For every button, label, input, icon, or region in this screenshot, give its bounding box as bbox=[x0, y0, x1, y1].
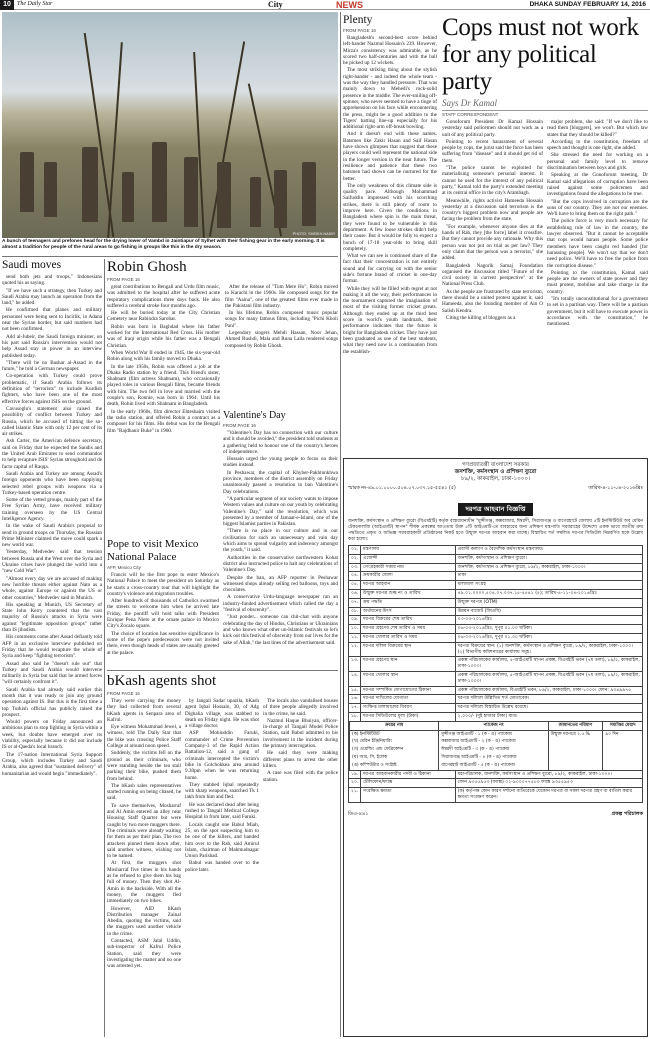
row-label: দরপত্র দাখিলের যোগ্যতা bbox=[360, 695, 455, 703]
row-value: ফোন ৯৩৫৫৯৫৩ (ফ্যাক্স) ০২-৯০০০৭৭৫৮০ ফ্যাক্স ৯৩৫৫৯৫৩ bbox=[455, 779, 642, 787]
row-label: এজেন্সী bbox=[360, 555, 455, 563]
tender-agency-line: জনশক্তি, কর্মসংস্থান ও প্রশিক্ষণ ব্যুরো bbox=[454, 469, 537, 475]
paragraph: Despite the ban, an AFP reporter in Peshawar witnessed shops already selling red balloons, toys and chocolates. bbox=[223, 574, 338, 594]
paragraph: Yesterday, Medvedev said that tension between Russia and the West over the Syria and Ukraine crises have plunged the world into a "new Cold War". bbox=[2, 549, 102, 575]
paragraph: "Just ponder... someone can chit-chat with anyone celebrating the day of Hindus, Christians or Ukrainians and who knows what other un-Islamic festivals so let's kick out this festival of obscenity from our lives for the sake of Allah," the last lines of the advertisement said. bbox=[223, 614, 338, 646]
tender-signature: প্রকল্প পরিচালক bbox=[611, 810, 643, 817]
paragraph: Bangladesh's second-best score behind left-hander Nazmul Hossain's 239. However, Mirza's consistency was admirable, as he scored two half-centuries and with the ball he picked up 12 wickets. bbox=[343, 35, 437, 67]
paragraph: "There is no place in our culture and in our civilisation for such an unnecessary and vain day which aims to spread vulgarity and indecency amongst the youth," it said. bbox=[223, 528, 338, 554]
table-row bbox=[348, 581, 643, 590]
paragraph: Would powers on Friday announced an ambitious plan to stop fighting in Syria within a week, but doubts have emerged over its viability, especially because it did not include IS or al-Qaeda's local branch. bbox=[2, 719, 102, 751]
article-saudi-moves bbox=[2, 259, 102, 1037]
paragraph: Cavusoglu's statement also raised the possibility of conflict between Turkey and Russia, which he accused of hitting the so-called Islamic State with only 12 per cent of its air strikes. bbox=[2, 405, 102, 438]
table-row bbox=[348, 788, 643, 803]
paragraph: Nazmul Haque Bhuiyan, officer-in-charge of Tangail Model Police Station, said Babul admitted to his involvement in the incident during the primary interrogation. bbox=[263, 717, 338, 750]
table-cell: কক্সবাজার আইএমটি - ২ (ক - ঙ) প্যাকেজ bbox=[438, 738, 547, 746]
headline-valentines-day: Valentine's Day bbox=[223, 410, 286, 421]
row-number: ১৮. bbox=[348, 713, 360, 721]
table-row bbox=[348, 608, 643, 617]
table-row bbox=[349, 754, 642, 762]
paragraph: He will be buried today at the City Christian Cemetery near Rabindra Sarobar. bbox=[107, 310, 220, 323]
row-number: ০৪. bbox=[348, 572, 360, 580]
paragraph: While they will be filled with regret at not making it all the way, their performances in the tournament captured the imagination of most of the visiting former cricket greats. Although they ended up at the third best score in world's youth landmark, their performance indicates that the future is bright for Bangladesh cricket. They have just been graduated as one of the best students, what they need now is a continuation from the establish- bbox=[343, 285, 437, 355]
row-number: ১২. bbox=[348, 643, 360, 657]
paragraph: When World War II ended in 1945, the six-year-old Robin along with his family moved to Dhaka. bbox=[107, 349, 220, 363]
paragraph: They were carrying the money they had collected from several bKash agents in Senpara area of Kafrul. bbox=[107, 698, 181, 723]
row-value: ৪৯.০১.০০০০.৫০৪.০৭.০৩৭.১৫-৫৫৪১ (৫); তারিখ-৪-১১-০৪-২০১৬খ্রিঃ bbox=[455, 590, 642, 598]
table-cell bbox=[548, 738, 603, 746]
tender-table bbox=[348, 545, 643, 722]
article-body bbox=[442, 119, 543, 329]
table-cell bbox=[602, 762, 642, 770]
row-number: ০৮. bbox=[348, 608, 360, 616]
paragraph: In the wake of Saudi Arabia's proposal to send in ground troops on Thursday, the Russian Prime Minister claimed the move could spark a new world war. bbox=[2, 523, 102, 549]
paragraph: He said they were making different plans to arrest the other killers. bbox=[263, 750, 338, 769]
article-body bbox=[107, 572, 219, 656]
row-label: মন্ত্রণালয় bbox=[360, 546, 455, 554]
tender-address-line: ৮৯/২, কাকরাইল, ঢাকা-১০০০। bbox=[461, 476, 530, 482]
row-number: ০৫. bbox=[348, 581, 360, 589]
row-number: ০১. bbox=[348, 546, 360, 554]
paragraph: A case was filed with the police station. bbox=[263, 770, 338, 783]
table-row bbox=[348, 672, 643, 687]
byline: STAFF CORRESPONDENT bbox=[442, 110, 648, 117]
row-label: অর্থায়নের উৎস bbox=[360, 608, 455, 616]
table-row bbox=[349, 731, 642, 739]
article-valentines-day bbox=[223, 410, 338, 655]
paragraph: ASP Mohiuddin Faruki, commander of Crime Prevention Company-3 of the Rapid Action Battalion-12, said a gang of criminals intercepted the victim's bike in Golchokkea area around 9.30pm when he was returning home. bbox=[185, 730, 259, 781]
table-cell bbox=[602, 746, 642, 754]
article-bkash-agents-shot bbox=[107, 673, 338, 1037]
tender-gov-line: গণপ্রজাতন্ত্রী বাংলাদেশ সরকার bbox=[462, 462, 529, 468]
article-body bbox=[107, 284, 220, 435]
table-cell bbox=[602, 738, 642, 746]
article-plenty bbox=[343, 14, 437, 456]
table-cell: (ক) ইনস্টিটিউট bbox=[349, 731, 438, 739]
row-value: প্রকল্প পরিচালকের কার্যালয়, ৫-আইএমটি স্থাপন প্রকল্প, বিএমইটি ভবন (৭ম তলা), ৮৯/২, কাকরাইল, ঢাকা-১০০০। bbox=[455, 672, 642, 686]
byline: FROM PAGE 16 bbox=[107, 691, 140, 696]
paragraph: Bangladesh Nagorik Samaj Foundation organised the discussion titled "Future of the civil society in current perspective" at the National Press Club. bbox=[442, 262, 543, 288]
paragraph: Robin was born in Baghdad where his father worked for the International Red Cross. His mother was of Iraqi origin while his father was a Bengali Christian. bbox=[107, 323, 220, 349]
table-row bbox=[348, 599, 643, 608]
table-header-row bbox=[349, 722, 642, 731]
article-body bbox=[185, 698, 259, 970]
paragraph: He confirmed that planes and military personnel were being sent to Incirlik, in Adana near the Syrian border, but said numbers had not been confirmed. bbox=[2, 307, 102, 333]
table-row bbox=[348, 643, 643, 658]
table-cell bbox=[548, 754, 603, 762]
paragraph: Pointing to recent harassment of several people by cops, the jurist said the force has been suffering from "disease" and it should get rid of them. bbox=[442, 138, 543, 164]
table-row bbox=[349, 746, 642, 754]
table-row bbox=[349, 762, 642, 770]
headline-cops: Cops must not work for any political party bbox=[442, 14, 639, 95]
row-value: (ক) কর্তৃপক্ষ কোন কারণ দর্শানো ব্যতিরেকে যেকোন দরপত্র বা সকল দরপত্র গ্রহণ বা বাতিল করার ক্ষমতা সংরক্ষণ করেন। bbox=[455, 788, 642, 802]
paragraph: Assad also said he "doesn't rule out" that Turkey and Saudi Arabia would intervene militarily in Syria but said that he armed forces "will certainly confront it". bbox=[2, 660, 102, 686]
table-cell: (খ) মেরিন ইঞ্জিনিয়ারিং bbox=[349, 738, 438, 746]
tender-title: দরপত্র আহবান বিজ্ঞপ্তি bbox=[458, 503, 534, 516]
row-label: দরপত্র দলিল বিক্রয়ের স্থান bbox=[360, 643, 455, 657]
paragraph: "But the cops involved in corruption are the sons of our country. They are not our enemies. We'll have to bring them on the right path." bbox=[547, 198, 648, 218]
paragraph: Authorities in the conservative northwestern Kohat district also instructed police to halt any celebrations of Valentine's Day. bbox=[223, 554, 338, 574]
table-row bbox=[348, 555, 643, 564]
tender-ref-code: ডিএ-৪৪১ bbox=[348, 810, 369, 817]
row-value: উন্মুক্ত দরপত্র (OTM) bbox=[455, 599, 642, 607]
paragraph: Saudi Arabia and Turkey are among Assad's foreign opponents who have been supplying selected rebel groups with weapons via a Turkey-based operation centre. bbox=[2, 470, 102, 496]
paragraph: major problem, she said: "If we don't like to read them [bloggers], we won't. But which law states that they should be killed?" bbox=[547, 119, 648, 138]
paragraph: The most striking thing about the stylish right-hander - and indeed the whole team - was the way they handled pressure. That was mainly down to Mehedi's rock-solid presence in the middle. The ever-smiling off-spinner, who never seemed to have a tinge of apprehension on his face while encountering the press, might be a good addition to the Tigers' batting line-up especially for his additional right-arm off-break bowling. bbox=[343, 67, 437, 131]
row-label: ক্রয় পদ্ধতি bbox=[360, 599, 455, 607]
row-number: ১৯. bbox=[348, 771, 360, 779]
paragraph: In the early 1960s, film director Ehteshaim visited the radio station, and offered Robin a contract as a composer for his films. His debut was for the Bengali film "Rajdhanir Buke" in 1960. bbox=[107, 408, 220, 434]
paragraph: After hundreds of thousands of Catholics swarmed the streets to welcome him when he arrived late Friday, the pontiff will hold talks with President Enrique Pena Nieto at the ornate palace in Mexico City's Zocalo square. bbox=[107, 598, 219, 630]
paragraph: A conservative Urdu-language newspaper ran an industry-funded advertisement which called the day a "festival of obscenity". bbox=[223, 594, 338, 614]
row-value: মালামাল সংগ্রহ bbox=[455, 581, 642, 589]
row-label: উন্মুক্ত দরপত্র শুল্ক নং ও তারিখ bbox=[360, 590, 455, 598]
paragraph: "Almost every day we are accused of making new horrible threats either against Nato as a whole, against Europe or against the US or other countries," Medvedev said in Munich. bbox=[2, 575, 102, 601]
paragraph: Hussain urged the young people to focus on their studies instead. bbox=[223, 456, 338, 469]
paragraph: And it doesn't end with these names. Batsmen like Zakir Hasan and Saif Hasan have shown glimpses that suggest that these players could well represent the national side in the longer version in the near future. The resilience and patience that these two batsmen had shown can be nurtured for the better. bbox=[343, 131, 437, 182]
article-body bbox=[223, 430, 338, 646]
row-number: ০২. bbox=[348, 555, 360, 563]
row-label: দরপত্র বিক্রয়ের শেষ তারিখ bbox=[360, 616, 455, 624]
row-number: ২০. bbox=[348, 779, 360, 787]
row-label: টেলিফোন/ফ্যাক্স bbox=[360, 779, 455, 787]
row-label: সংক্ষিপ্ত মালামালের বিবরণ bbox=[360, 704, 455, 712]
column-header: জামানতের পরিমাণ bbox=[548, 722, 603, 730]
paragraph: send both jets and troops," Indonesians quoted his as saying. bbox=[2, 274, 102, 287]
row-number: ১৩. bbox=[348, 657, 360, 671]
table-cell: সিরাজগঞ্জ আইএমটি - ৪ (ক - ঙ) প্যাকেজ bbox=[438, 754, 547, 762]
byline: FROM PAGE 16 bbox=[107, 277, 140, 282]
article-body bbox=[2, 274, 102, 777]
table-row bbox=[348, 695, 643, 704]
column-header: প্যাকেজ নং bbox=[438, 722, 547, 730]
table-row bbox=[348, 616, 643, 625]
table-cell bbox=[548, 746, 603, 754]
row-value: ০৩-০৩-২০১৬খ্রিঃ bbox=[455, 616, 642, 624]
row-value: ২,০০০/- (দুই হাজার টাকা) মাত্র। bbox=[455, 713, 642, 721]
paragraph: They stabbed Iqbal repeatedly with sharp weapons, snatched Tk 1 lakh from him and fled. bbox=[185, 781, 259, 801]
row-number: ০৬. bbox=[348, 590, 360, 598]
byline: AFP, Mexico City bbox=[107, 565, 141, 570]
masthead bbox=[0, 0, 650, 10]
table-cell: মুন্সীগঞ্জ আইএমটি - ১ (ক - ঙ) প্যাকেজ bbox=[438, 731, 547, 739]
paragraph: Co-operation with Turkey could prove problematic, if Saudi Arabia follows its definition of "terrorists" to include Kurdish fighters, who have been one of the most effective forces against ISIS on the ground. bbox=[2, 373, 102, 405]
paragraph: Pointing to the constitution, Kamal said people are the owners of state power and they must protest, mobilise and take charge in the country. bbox=[547, 269, 648, 295]
paragraph: great contributions to Bengali and Urdu film music, was admitted to the hospital after he suffered acute respiratory complications three days back. He also suffered a cerebral stroke four months ago. bbox=[107, 284, 220, 309]
row-value: দরপত্র বিক্রয়ের স্থান: (১) জনশক্তি, কর্মসংস্থান ও প্রশিক্ষণ ব্যুরো, ৮৯/২, কাকরাইল, ঢাকা-১০০০। (২) বিভাগীয় কমিশনারের কার্যালয় সমূহ। bbox=[455, 643, 642, 657]
paragraph: Meanwhile, rights activist Hameeda Hossain yesterday at a discussion said terrorism is the country's biggest problem now and people are facing the problem from the state. bbox=[442, 197, 543, 223]
paragraph: "A particular segment of our society wants to impose Western values and culture on our youth by celebrating Valentine's Day," said the resolution, which was presented by a member of Jamaat-e-Islami, one of the biggest Islamist parties in Pakistan. bbox=[223, 495, 338, 528]
table-row bbox=[348, 625, 643, 634]
paragraph: His speaking at Munich, US Secretary of State John Kerry countered that the vast majority of Russia's attacks in Syria were against "legitimate opposition groups" rather than IS jihadists. bbox=[2, 601, 102, 634]
row-number: ০৩. bbox=[348, 564, 360, 572]
row-number: ১৪. bbox=[348, 672, 360, 686]
headline-bkash-agents-shot: bKash agents shot bbox=[107, 673, 217, 689]
row-number: ০৯. bbox=[348, 616, 360, 624]
paragraph: Legendary singers Mehdi Hassan, Noor Jehan, Ahmed Rushdi, Mala and Runa Laila rendered songs composed by Robin Ghosh. bbox=[225, 330, 338, 349]
row-value: জনশক্তি, কর্মসংস্থান ও প্রশিক্ষণ ব্যুরো। bbox=[455, 555, 642, 563]
row-value: প্রবাসী কল্যাণ ও বৈদেশিক কর্মসংস্থান মন্ত্রণালয়। bbox=[455, 546, 642, 554]
paragraph: Francis will be the first pope to enter Mexico's National Palace to meet the president on Saturday as he starts a cross-country tour that will highlight the country's violence and migration troubles. bbox=[107, 572, 219, 597]
paragraph: Ash Carter, the American defence secretary, said on Friday that he expected the Saudis and the United Arab Emirates to send commandos to help recapture ISIS' Syrian stronghold and de facto capital of Raqqa. bbox=[2, 438, 102, 470]
row-label: দরপত্র সম্পর্কিত যোগাযোগের ঠিকানা bbox=[360, 687, 455, 695]
row-label: দরপত্র গ্রহণের স্থান bbox=[360, 657, 455, 671]
column-header: সমাপ্তির মেয়াদ bbox=[602, 722, 642, 730]
tender-footer-table bbox=[348, 771, 643, 803]
table-row bbox=[348, 687, 643, 696]
row-number: ১৬. bbox=[348, 695, 360, 703]
article-pope-visit bbox=[107, 538, 219, 668]
article-body bbox=[547, 119, 648, 329]
subheadline-cops: Says Dr Kamal bbox=[442, 98, 498, 108]
paragraph: In his lifetime, Robin composed music popular songs for many famous films, including "Pichi Kholi Pani". bbox=[225, 310, 338, 329]
byline: FROM PAGE 16 bbox=[223, 423, 256, 428]
table-row bbox=[349, 738, 642, 746]
row-value: দরপত্র দলিলে বিস্তারিত উল্লেখ রয়েছে। bbox=[455, 704, 642, 712]
table-cell: (ঙ) কম্পিউটার ও সংশ্লিষ্ট bbox=[349, 762, 438, 770]
row-label: দরপত্র খোলার তারিখ ও সময় bbox=[360, 634, 455, 642]
paragraph: His comments come after Assad defiantly told AFP in an exclusive interview published on Friday that he would recapture the whole of Syria and keep "fighting terrorism". bbox=[2, 634, 102, 660]
news-photo bbox=[2, 12, 338, 238]
section-label-city: City bbox=[268, 0, 283, 9]
paragraph: "The police cannot be exploited for materialising someone's personal interest. It cannot be used for the interest of any political party," Kamal told the party's extended meeting at its central office in the city's Arambagh. bbox=[442, 165, 543, 197]
row-value: মহাপরিচালক, জনশক্তি, কর্মসংস্থান ও প্রশিক্ষণ ব্যুরো, ৮৯/২, কাকরাইল, ঢাকা-১০০০। bbox=[455, 771, 642, 779]
row-label: দরপত্র খোলার স্থান bbox=[360, 672, 455, 686]
paragraph: Babul was handed over to the police later. bbox=[185, 860, 259, 873]
table-row bbox=[348, 713, 643, 722]
tender-memo-date: তারিখ-৪-১১-০৪-২০১৬খ্রিঃ bbox=[588, 486, 643, 491]
row-value: জনশক্তি, কর্মসংস্থান ও প্রশিক্ষণ ব্যুরো, ৮৯/২, কাকরাইল, ঢাকা-১০০০। bbox=[455, 564, 642, 572]
row-number: ১৫. bbox=[348, 687, 360, 695]
paragraph: He was declared dead after being rushed to Tangail Medical College Hospital in from later, said Faruki. bbox=[185, 801, 259, 821]
table-cell: উন্মুক্ত দরপত্রে ২.৫ % bbox=[548, 731, 603, 739]
article-body bbox=[107, 698, 181, 970]
table-cell bbox=[548, 762, 603, 770]
paragraph: Speaking at the Gonoforum meeting, Dr Kamal said allegations of corruption have been raised against some policemen and investigations found the allegations to be true. bbox=[547, 172, 648, 198]
row-number: ১০. bbox=[348, 625, 360, 633]
table-cell: ৯০ দিন bbox=[602, 731, 642, 739]
table-row bbox=[348, 657, 643, 672]
column-header: ক্রয়ের নাম bbox=[349, 722, 438, 730]
paragraph: However, AID bKash Distribution manager Zainal Abedin, quoting the victims, said the muggers used another vehicle in the crime. bbox=[107, 905, 181, 937]
page-number: 10 bbox=[0, 0, 14, 10]
tender-memo-number: স্মারক নং-৪৯.০১.০০০০.৫০৪.০৭.০৩৭.১৫-৫৫৪১ (৫) bbox=[348, 486, 456, 491]
paragraph: In the late 1950s, Robin was offered a job at the Dhaka Radio station by a friend. This friend's sister, Shabnam (film actress Shabnam), who occasionally played roles in various Bengali films, became friends with him. The two fell in love and married with the couple's son, Ronnie, was born in 1964. Until his death, Robin lived with Shabnam in Bangladesh. bbox=[107, 363, 220, 408]
row-label: দরপত্র আহবান bbox=[360, 581, 455, 589]
article-body bbox=[343, 35, 437, 355]
tender-intro: জনশক্তি, কর্মসংস্থান ও প্রশিক্ষণ ব্যুরো (বিএমইটি) কর্তৃক বাস্তবায়নাধীন "মুন্সীগঞ্জ, কক্সবাজার, ঈশ্বরদী, সিরাজগঞ্জ ও বাগেরহাটে জেলায় ৫টি ইনস্টিটিউট অব মেরিন টেকনোলজি (আইএমটি) স্থাপন" শীর্ষক প্রকল্পের আওতায় উক্ত ৫টি আইএমটি-তে ব্যবহারের জন্য প্রশিক্ষণ যন্ত্রপাতি সরবরাহের উদ্দেশ্যে একক ভাবে জাতীয় ক্রয় পদ্ধতিতে প্রকৃত ও অভিজ্ঞ সরবরাহকারী প্রতিষ্ঠানের নিকট হতে উন্মুক্ত দরপত্র আহবান করা যাচ্ছে। বিস্তারিত শর্ত সম্বলিত দরপত্র সিডিউল নিম্নবর্ণিত ছকে উল্লেখ করা হলোঃ bbox=[348, 519, 643, 542]
paragraph: by Jangali Sadar upazila, bKash agent Iqbal Hossain, 30, of Adg Dighalia village, was stabbed to death on Friday night. He was shot a village doctor. bbox=[185, 698, 259, 730]
paragraph: "Valentine's Day has no connection with our culture and it should be avoided," the president told students at a gathering held to honour one of the country's heroes of independence. bbox=[223, 430, 338, 455]
table-cell: ঈশ্বরদী আইএমটি - ৩ (ক - ঙ) প্যাকেজ bbox=[438, 746, 547, 754]
row-value: ০৬-০৩-২০১৬খ্রিঃ, দুপুর ০১.৩০ ঘটিকা। bbox=[455, 634, 642, 642]
paragraph: The only weakness of this climate side is quality pace. Although Mohammad Saifuddin impressed with his scorching strikes, there is still plenty of room to improve here. Given the conditions in Bangladesh where spin is the main threat, they were found to be vulnerable in this department. A few loose strokes didn't help their cause. But it would be folly to expect a bunch of 17-18 year-olds to bring skill completely. bbox=[343, 182, 437, 252]
row-number: ১১. bbox=[348, 634, 360, 642]
table-row bbox=[348, 704, 643, 713]
paragraph: Saudi Arabia had already said earlier this month that it was ready to join any ground operation against IS. But this is the first time a top Turkish official has publicly raised the prospect. bbox=[2, 686, 102, 718]
row-value: প্রকল্প পরিচালকের কার্যালয়, ৫-আইএমটি স্থাপন প্রকল্প, বিএমইটি ভবন (৭ম তলা), ৮৯/২, কাকরাইল, ঢাকা-১০০০। bbox=[455, 657, 642, 671]
row-label: দরপত্র সিডিউলের মূল্য (টাকা) bbox=[360, 713, 455, 721]
paragraph: As the people are frustrated by state terrorism, there should be a united protest against it, said Hameeda, also the founding member of Ain O Salish Kendra. bbox=[442, 288, 543, 314]
table-row bbox=[348, 634, 643, 643]
row-label: দরপত্র গ্রহণের শেষ তারিখ ও সময় bbox=[360, 625, 455, 633]
row-number: ১৭. bbox=[348, 704, 360, 712]
headline-plenty: Plenty bbox=[343, 14, 373, 26]
paragraph: She stressed the need for working on a personal and family level to remove discrimination between boys and girls. bbox=[547, 152, 648, 172]
paragraph: "For example, whenever anyone dies at the hands of Rab, they [the force] label it crossfire. But they cannot provide any rationale. Why this person was not put on trial as per law? They only claim that the person was a terrorist," she added. bbox=[442, 223, 543, 262]
paragraph: Add al-Jubeir, the Saudi foreign minister, on his part said Russia's intervention would not help Assad stay in power in an interview published today. bbox=[2, 333, 102, 359]
section-label-news: NEWS bbox=[336, 0, 363, 10]
row-label: সংরক্ষিত ক্ষমতা bbox=[360, 788, 455, 802]
photo-credit: PHOTO: SHEIKH NASIR bbox=[292, 232, 335, 236]
paragraph: According to the constitution, freedom of speech and thought is one right, she added. bbox=[547, 138, 648, 152]
paragraph: Suddenly, the victims fell on the ground as their criminals, who were standing beside the tea stall parking their bike, pushed them from behind. bbox=[107, 750, 181, 782]
byline: FROM PAGE 16 bbox=[343, 28, 376, 33]
row-value: ঢাকা bbox=[455, 572, 642, 580]
row-value: উন্নয়ন বাজেট (জিওবি) bbox=[455, 608, 642, 616]
paragraph: Citing the killing of bloggers as a bbox=[446, 314, 516, 321]
headline-pope-visit: Pope to visit Mexico National Palace bbox=[107, 538, 199, 563]
paragraph: Contacted, ASM Jalal Uddin, sub-inspector of Kafrul Police Station, said they were investigating the matter and no one was arrested yet. bbox=[107, 937, 181, 970]
photo-caption: A bunch of teenagers and prefones head for the drying lower of Vambd in Jaintiapur of Sylhet with their fishing gear in the early morning. It is almost a tradition for people of the rural areas to go fishing in groups like this in the dry season. bbox=[2, 239, 325, 250]
table-cell bbox=[602, 754, 642, 762]
headline-saudi-moves: Saudi moves bbox=[2, 259, 62, 271]
row-number: ২১. bbox=[348, 788, 360, 802]
row-value: দরপত্র দলিলে উল্লিখিত শর্ত মোতাবেক। bbox=[455, 695, 642, 703]
paragraph: Locals caught one Babul Miah, 25, on the spot suspecting him to be one of the killers, and handed him over to the Rab, said Amirul Islam, chairman of Mahmudnagar Union Parishad. bbox=[185, 821, 259, 860]
paragraph: Some of the vetted groups, mainly part of the Free Syrian Army, have received military training overseen by the US Central Intelligence Agency. bbox=[2, 497, 102, 522]
table-row bbox=[348, 590, 643, 599]
table-row bbox=[348, 564, 643, 573]
paragraph: "It's totally unconstitutional for a government to set in a partisan way. There will be a partisan government, but it will have to execute power in accordance with the constitution," he mentioned. bbox=[547, 296, 648, 328]
article-cops-political-party bbox=[442, 14, 648, 456]
row-label: দরপত্র আহবানকারীর পদবী ও ঠিকানা bbox=[360, 771, 455, 779]
article-body bbox=[263, 698, 338, 970]
tender-advertisement bbox=[343, 458, 648, 1037]
paragraph: In Peshawar, the capital of Khyber-Pakhtunkhwa province, members of the district assembly on Friday unanimously passed a resolution to ban Valentine's Day celebrations. bbox=[223, 469, 338, 495]
headline-robin-ghosh: Robin Ghosh bbox=[107, 259, 187, 275]
paragraph: To save themselves, Mosharraf and Al Amin entered an alley near Housing Staff Quarter but were caught by two more muggers there. The criminals were already waiting for them as per their plan. The two attackers pinned them down after, said another witness, wishing not to be named. bbox=[107, 802, 181, 860]
paragraph: The bKash sales representatives started running on being chased, he said. bbox=[107, 782, 181, 802]
paragraph: The police force is very much necessary for establishing rule of law in the country, the lawyer observed. "But it cannot be acceptable that cops would harass people. Some police members have been caught red handed [for harassing people]. We won't say that we don't need police. We'll have to free the police from the corruption disease." bbox=[547, 218, 648, 269]
paragraph: "There will be no Bashar al-Assad in the future," he told a German newspaper. bbox=[2, 359, 102, 373]
paragraph: The locals also vandalised houses of three people allegedly involved in the crime, he said. bbox=[263, 698, 338, 717]
table-row bbox=[348, 546, 643, 555]
table-cell: (ঘ) আর, সি, ইলেক bbox=[349, 754, 438, 762]
paragraph: What we can see is continued share of the fact that their concentration is not entirely sound and for carrying on with the senior side's fortune brand of cricket in one-day format. bbox=[343, 253, 437, 285]
tender-package-table bbox=[348, 722, 643, 771]
paragraph: Gonoforum President Dr Kamal Hossain yesterday said policemen should not work as a unit of any political party. bbox=[442, 119, 543, 138]
row-label: ক্রয়কারীর জেলা bbox=[360, 572, 455, 580]
table-row bbox=[348, 779, 643, 788]
paragraph: After the release of "Tum Mere Ho", Robin moved to Karachi in the 1960s. He composed songs for the film "Aaina", one of the greatest films ever made in the Pakistani film industry. bbox=[225, 284, 338, 309]
row-value: প্রকল্প পরিচালকের কার্যালয়, বিএমইটি ভবন, ৮৯/২, কাকরাইল, ঢাকা-১০০০। ফোন: ৯৩৪৯৯৭৫ bbox=[455, 687, 642, 695]
row-number: ০৭. bbox=[348, 599, 360, 607]
paragraph: "If we have such a strategy, then Turkey and Saudi Arabia may launch an operation from the land," he added. bbox=[2, 287, 102, 307]
paragraph: The choice of location has sensitive significance in some of the pope's predecessors were not invited there, even though heads of states are usually greeted at the palace. bbox=[107, 630, 219, 656]
paragraph: Eye witness Mohammad Jewel, a witness, told The Daily Star that the bike was crossing Police Staff College at around noon speed. bbox=[107, 724, 181, 750]
paragraph: At first, the muggers shot Mosharraf five times in his hands as he refused to give them his bag full of money. Then they shot Al-Amin in the backside. With all the money, the muggers fled immediately on two bikes. bbox=[107, 860, 181, 905]
paper-logo: The Daily Star bbox=[17, 1, 53, 7]
table-cell: (গ) ওয়েল্ডিং এন্ড ফেব্রিকেশন bbox=[349, 746, 438, 754]
row-label: সেংগ্রহকারী সত্তার নাম bbox=[360, 564, 455, 572]
table-row bbox=[348, 771, 643, 780]
paragraph: The 17-nation International Syria Support Group, which includes Turkey and Saudi Arabia, also agreed that "sustained delivery" of humanitarian aid would begin "immediately". bbox=[2, 751, 102, 777]
table-cell: বাগেরহাট আইএমটি - ৫ (ক - ঙ) প্যাকেজ bbox=[438, 762, 547, 770]
row-value: ০৬-০৩-২০১৬খ্রিঃ, দুপুর ০১.০০ ঘটিকা। bbox=[455, 625, 642, 633]
table-row bbox=[348, 572, 643, 581]
dateline: DHAKA SUNDAY FEBRUARY 14, 2016 bbox=[529, 1, 646, 8]
